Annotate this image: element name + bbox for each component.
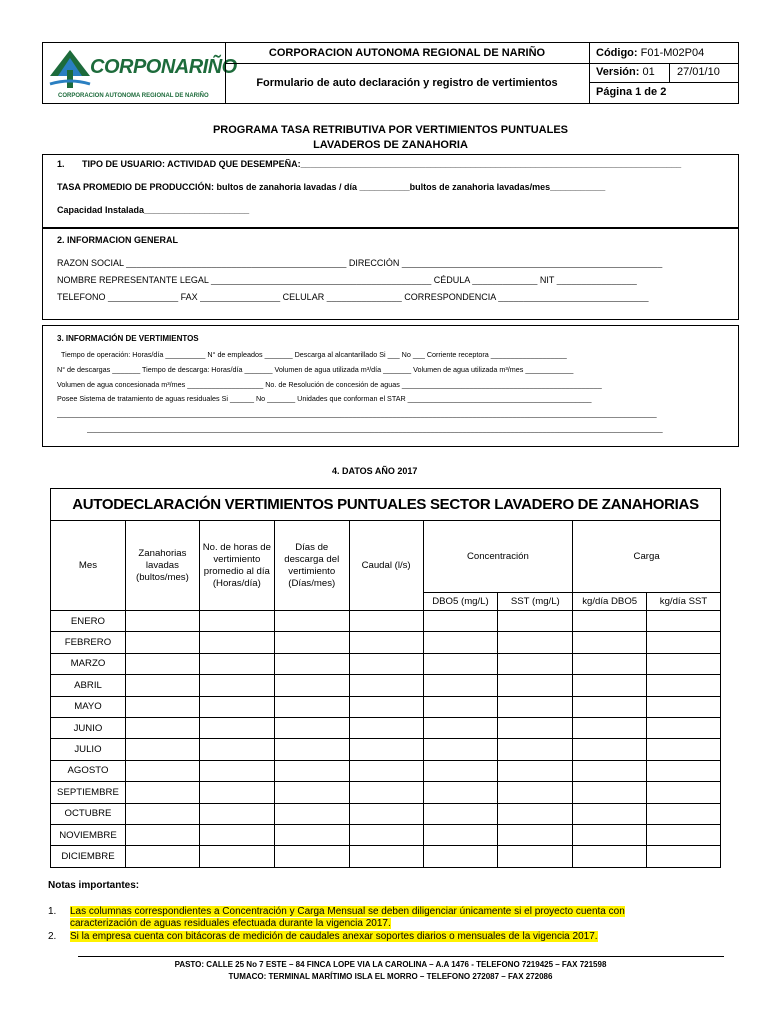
header-carga: Carga [573,521,721,593]
logo-wordmark: CORPONARIÑO [90,56,237,78]
corponarino-logo [46,46,237,102]
program-title-line1: PROGRAMA TASA RETRIBUTIVA POR VERTIMIENTOS PUNTUALES [212,124,569,136]
data-cell[interactable] [423,675,498,696]
month-label: MARZO [51,653,126,674]
table-row [51,717,721,738]
code-field [596,47,704,59]
table-title: AUTODECLARACIÓN VERTIMIENTOS PUNTUALES SECTOR LAVADERO DE ZANAHORIAS [51,489,721,521]
data-cell[interactable] [498,824,573,845]
data-cell[interactable] [573,675,647,696]
section2-heading: 2. INFORMACION GENERAL [57,235,179,245]
data-cell[interactable] [274,760,349,781]
table-row [51,846,721,867]
volumen-concesionado-field[interactable]: Volumen de agua concesionada m³/mes ___________________ No. de Resolución de concesión de aguas __________________________________________________ [57,380,602,389]
month-label: MAYO [51,696,126,717]
data-cell[interactable] [498,653,573,674]
data-cell[interactable] [647,696,721,717]
footer-tumaco: TUMACO: TERMINAL MARÍTIMO ISLA EL MORRO – TELEFONO 272087 – FAX 272086 [228,972,553,981]
note-1-line-a: Las columnas correspondientes a Concentración y Carga Mensual se deben diligenciar únicamente si el proyecto cuenta con [70,906,625,917]
header-caudal: Caudal (l/s) [349,521,423,611]
month-label: ENERO [51,611,126,632]
table-row [51,739,721,760]
month-label: FEBRERO [51,632,126,653]
razon-social-field[interactable]: RAZON SOCIAL ____________________________________________ DIRECCIÓN ____________________________________________________ [57,258,663,268]
data-cell[interactable] [573,803,647,824]
data-cell[interactable] [125,782,199,803]
data-cell[interactable] [647,653,721,674]
code-value: F01-M02P04 [640,47,705,59]
table-row [51,760,721,781]
data-cell[interactable] [349,803,423,824]
month-label: AGOSTO [51,760,126,781]
org-title: CORPORACION AUTONOMA REGIONAL DE NARIÑO [268,47,546,59]
month-label: OCTUBRE [51,803,126,824]
data-cell[interactable] [199,782,274,803]
data-cell[interactable] [125,675,199,696]
data-cell[interactable] [498,739,573,760]
data-cell[interactable] [199,739,274,760]
data-cell[interactable] [274,782,349,803]
sistema-tratamiento-field[interactable]: Posee Sistema de tratamiento de aguas residuales Si ______ No _______ Unidades que conforman el STAR ______________________________________________ [57,394,592,403]
header-dias: Días de descarga del vertimiento (Días/mes) [274,521,349,611]
data-cell[interactable] [125,803,199,824]
data-cell[interactable] [573,653,647,674]
tiempo-operacion-field[interactable]: Tiempo de operación: Horas/día __________ N° de empleados _______ Descarga al alcantarillado Si ___ No ___ Corriente receptora ___________________ [61,350,567,359]
note-1-line-b: caracterización de aguas residuales efectuada durante la vigencia 2017. [70,918,391,929]
program-title-line2: LAVADEROS DE ZANAHORIA [313,139,468,151]
data-cell[interactable] [573,760,647,781]
table-row [51,782,721,803]
table-row [51,632,721,653]
numero-descargas-field[interactable]: N° de descargas _______ Tiempo de descarga: Horas/día _______ Volumen de agua utilizada m³/día _______ Volumen de agua utilizada m³/mes ____________ [57,365,574,374]
data-cell[interactable] [349,846,423,867]
data-cell[interactable] [274,846,349,867]
data-cell[interactable] [349,653,423,674]
table-row [51,824,721,845]
data-cell[interactable] [349,760,423,781]
data-cell[interactable] [647,739,721,760]
data-cell[interactable] [199,611,274,632]
data-cell[interactable] [199,760,274,781]
vertimientos-table [50,488,721,868]
data-cell[interactable] [573,824,647,845]
data-cell[interactable] [423,739,498,760]
data-cell[interactable] [573,632,647,653]
header-concentracion: Concentración [423,521,573,593]
month-rows [51,611,721,868]
note-2-number: 2. [48,931,57,942]
data-cell[interactable] [498,696,573,717]
data-cell[interactable] [423,846,498,867]
data-cell[interactable] [647,782,721,803]
data-cell[interactable] [199,824,274,845]
data-cell[interactable] [125,739,199,760]
header-kg-sst: kg/día SST [647,593,721,611]
data-cell[interactable] [125,824,199,845]
data-cell[interactable] [573,696,647,717]
data-cell[interactable] [423,760,498,781]
table-row [51,803,721,824]
data-cell[interactable] [349,782,423,803]
section-informacion-vertimientos [42,325,739,447]
data-cell[interactable] [498,675,573,696]
table-row [51,696,721,717]
data-cell[interactable] [125,653,199,674]
data-cell[interactable] [423,717,498,738]
datos-heading: 4. DATOS AÑO 2017 [332,466,418,476]
data-cell[interactable] [647,611,721,632]
page-number: Página 1 de 2 [596,86,667,98]
table-row [51,653,721,674]
data-cell[interactable] [349,611,423,632]
data-cell[interactable] [125,611,199,632]
note-1-number: 1. [48,906,57,917]
header-sst: SST (mg/L) [498,593,573,611]
data-cell[interactable] [573,739,647,760]
data-cell[interactable] [199,653,274,674]
logo-subtitle: CORPORACION AUTONOMA REGIONAL DE NARIÑO [58,93,209,99]
data-cell[interactable] [199,696,274,717]
data-cell[interactable] [423,632,498,653]
telefono-field[interactable]: TELEFONO ______________ FAX ________________ CELULAR _______________ CORRESPONDENCIA ______________________________ [57,292,649,302]
representante-legal-field[interactable]: NOMBRE REPRESENTANTE LEGAL ____________________________________________ CÉDULA _____________ NIT ________________ [57,275,637,285]
data-cell[interactable] [498,611,573,632]
table-row [51,675,721,696]
data-cell[interactable] [423,653,498,674]
data-cell[interactable] [199,717,274,738]
data-cell[interactable] [423,696,498,717]
data-cell[interactable] [498,782,573,803]
data-cell[interactable] [199,846,274,867]
header-mes: Mes [51,521,126,611]
data-cell[interactable] [423,824,498,845]
data-cell[interactable] [274,675,349,696]
data-cell[interactable] [647,846,721,867]
data-cell[interactable] [125,760,199,781]
form-header [42,42,739,104]
data-cell[interactable] [349,824,423,845]
data-cell[interactable] [573,611,647,632]
data-cell[interactable] [573,782,647,803]
tipo-usuario-field[interactable]: TIPO DE USUARIO: ACTIVIDAD QUE DESEMPEÑA:____________________________________________________________________________ [82,159,682,169]
section-tipo-usuario [42,154,739,228]
table-row [51,611,721,632]
data-cell[interactable] [647,717,721,738]
tasa-produccion-field[interactable]: TASA PROMEDIO DE PRODUCCIÓN: bultos de zanahoria lavadas / día __________bultos de zanahoria lavadas/mes___________ [57,182,606,192]
data-cell[interactable] [199,632,274,653]
data-cell[interactable] [199,803,274,824]
notes-heading: Notas importantes: [48,880,140,891]
data-cell[interactable] [274,632,349,653]
data-cell[interactable] [199,675,274,696]
month-label: SEPTIEMBRE [51,782,126,803]
header-kg-dbo5: kg/día DBO5 [573,593,647,611]
data-cell[interactable] [647,632,721,653]
footer-divider [78,956,724,957]
data-cell[interactable] [498,632,573,653]
header-horas: No. de horas de vertimiento promedio al día (Horas/día) [199,521,274,611]
version-date: 27/01/10 [677,66,720,78]
note-2-text: Si la empresa cuenta con bitácoras de medición de caudales anexar soportes diarios o mensuales de la vigencia 2017. [70,931,598,942]
data-cell[interactable] [274,696,349,717]
code-label: Código: [596,47,638,59]
logo-emblem-icon [48,48,92,92]
data-cell[interactable] [274,717,349,738]
footer-pasto: PASTO: CALLE 25 No 7 ESTE – 84 FINCA LOPE VIA LA CAROLINA – A.A 1476 - TELEFONO 7219425 – FAX 721598 [174,960,607,969]
data-cell[interactable] [125,717,199,738]
month-label: JULIO [51,739,126,760]
month-label: NOVIEMBRE [51,824,126,845]
data-cell[interactable] [274,739,349,760]
header-zanahorias: Zanahorias lavadas (bultos/mes) [125,521,199,611]
month-label: JUNIO [51,717,126,738]
data-cell[interactable] [573,846,647,867]
data-cell[interactable] [349,717,423,738]
header-dbo5: DBO5 (mg/L) [423,593,498,611]
data-cell[interactable] [647,760,721,781]
data-cell[interactable] [423,611,498,632]
data-cell[interactable] [647,675,721,696]
capacidad-instalada-field[interactable]: Capacidad Instalada_____________________ [57,205,250,215]
version-field [596,66,655,78]
data-cell[interactable] [274,803,349,824]
month-label: ABRIL [51,675,126,696]
data-cell[interactable] [125,846,199,867]
data-cell[interactable] [125,696,199,717]
data-cell[interactable] [349,739,423,760]
data-cell[interactable] [647,824,721,845]
data-cell[interactable] [498,803,573,824]
data-cell[interactable] [498,717,573,738]
data-cell[interactable] [349,696,423,717]
data-cell[interactable] [274,653,349,674]
version-label: Versión: [596,66,640,78]
version-value: 01 [642,66,655,78]
data-cell[interactable] [423,803,498,824]
data-cell[interactable] [573,717,647,738]
form-title: Formulario de auto declaración y registro de vertimientos [256,77,558,89]
data-cell[interactable] [349,632,423,653]
data-cell[interactable] [423,782,498,803]
data-cell[interactable] [498,846,573,867]
data-cell[interactable] [647,803,721,824]
data-cell[interactable] [498,760,573,781]
section1-number: 1. [57,159,65,169]
blank-line-2[interactable]: ________________________________________________________________________________________________________________________________________________ [87,424,663,433]
month-label: DICIEMBRE [51,846,126,867]
section-informacion-general [42,228,739,320]
section3-heading: 3. INFORMACIÓN DE VERTIMIENTOS [57,334,199,343]
data-cell[interactable] [125,632,199,653]
data-cell[interactable] [274,611,349,632]
data-cell[interactable] [349,675,423,696]
blank-line-1[interactable]: ______________________________________________________________________________________________________________________________________________________ [57,409,657,418]
data-cell[interactable] [274,824,349,845]
